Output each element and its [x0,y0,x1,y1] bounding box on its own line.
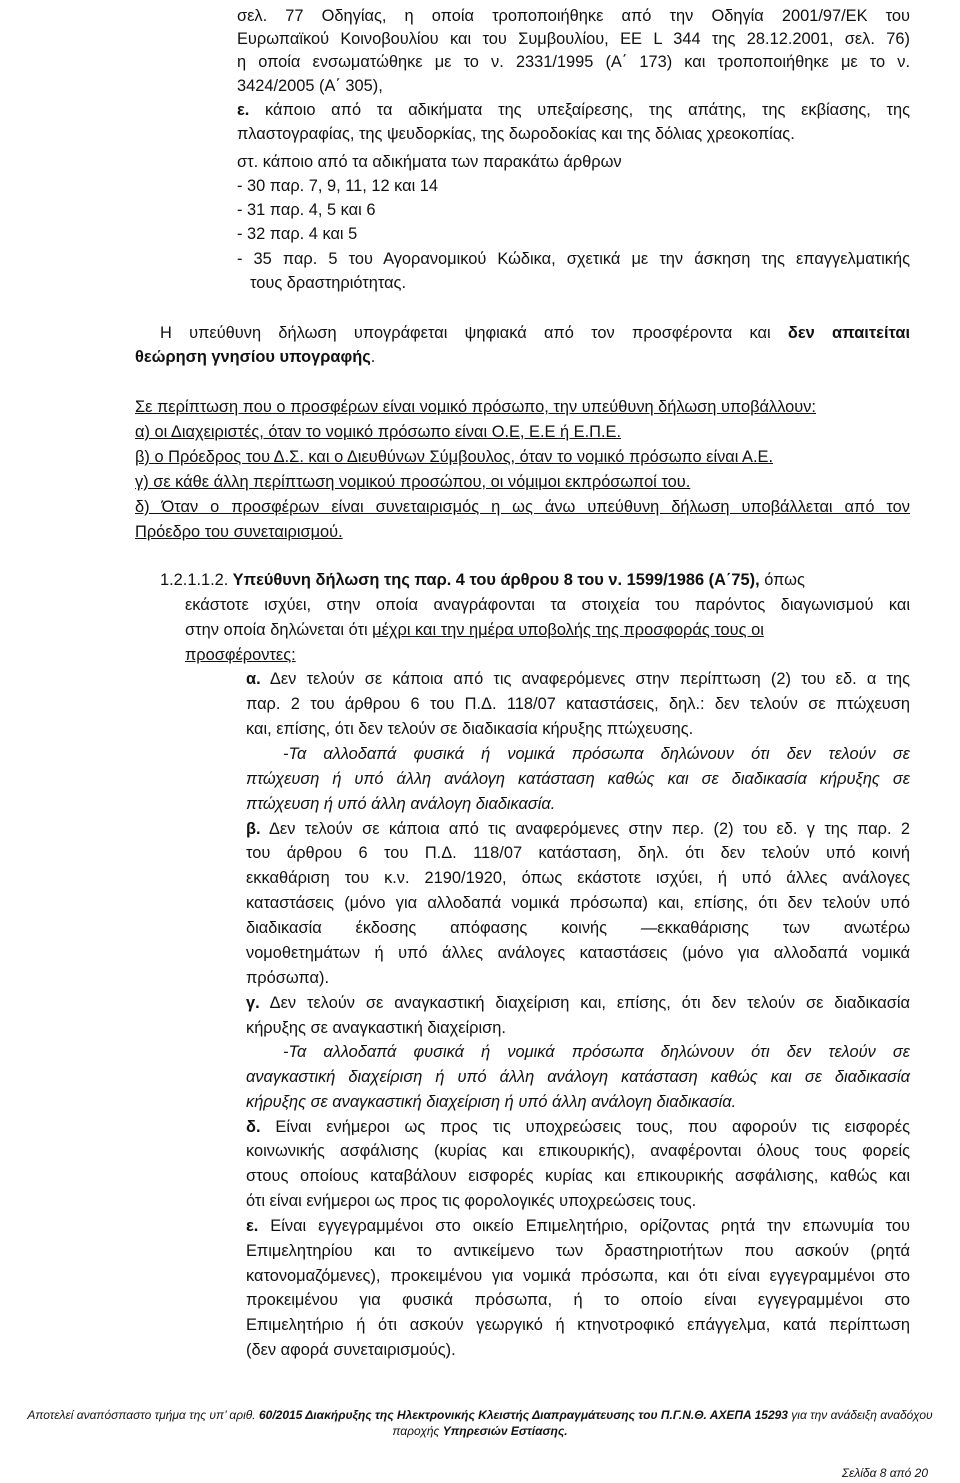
text-bold: δεν απαιτείται [787,324,910,342]
text-line: καταστάσεις (μόνο για αλλοδαπά νομικά πρόσωπα) και, επίσης, ότι δεν τελούν υπό [246,894,910,912]
page-number: Σελίδα 8 από 20 [841,1466,928,1480]
text-bold: θεώρηση γνησίου υπογραφής [135,348,371,366]
text-line: κήρυξης σε αναγκαστική διαχείριση ή υπό άλλη ανάλογη διαδικασία. [246,1093,737,1111]
text-line: Επιμελητηρίου και το αντικείμενο των δραστηριοτήτων που ασκούν (ρητά [246,1242,910,1260]
text-line: Ευρωπαϊκού Κοινοβουλίου και του Συμβουλίου, ΕΕ L 344 της 28.12.2001, σελ. 76) [237,30,910,48]
item-d-line [246,1117,910,1137]
text: στην οποία δηλώνεται ότι [185,621,373,639]
text-underlined: μέχρι και την ημέρα υποβολής της προσφοράς τους οι [372,621,764,639]
section-heading [160,570,910,590]
item-b-line [246,819,910,839]
text-line: προσφέροντες: [185,646,296,664]
text: Η υπεύθυνη δήλωση υπογράφεται ψηφιακά από τον προσφέροντα και [160,324,788,342]
text-line: -Τα αλλοδαπά φυσικά ή νομικά πρόσωπα δηλώνουν ότι δεν τελούν σε [283,745,910,763]
text-line: κήρυξης σε αναγκαστική διαχείριση. [246,1019,506,1037]
item-marker: γ. [246,994,260,1012]
text-line: πτώχευση ή υπό άλλη ανάλογη κατάσταση καθώς και σε διαδικασία κήρυξης σε [246,770,910,788]
text-line: 3424/2005 (Α΄ 305), [237,77,383,95]
text-line: πλαστογραφίας, της ψευδορκίας, της δωροδοκίας και της δόλιας χρεοκοπίας. [237,125,795,143]
footer-text-bold: Υπηρεσιών Εστίασης. [442,1424,568,1438]
text-line: Επιμελητήριο ή ότι ασκούν γεωργικό ή κτηνοτροφικό επάγγελμα, κατά περίπτωση [246,1316,910,1334]
item-marker: α. [246,670,261,688]
text-line: α) οι Διαχειριστές, όταν το νομικό πρόσωπο είναι Ο.Ε, Ε.Ε ή Ε.Π.Ε. [135,423,622,441]
text: κάποιο από τα αδικήματα της υπεξαίρεσης, της απάτης, της εκβίασης, της [249,101,910,119]
text: . [370,348,376,366]
text-line: γ) σε κάθε άλλη περίπτωση νομικού προσώπου, οι νόμιμοι εκπρόσωποί του. [135,473,691,491]
text-line: Σε περίπτωση που ο προσφέρων είναι νομικό πρόσωπο, την υπεύθυνη δήλωση υποβάλλουν: [135,398,816,416]
text-line: - 30 παρ. 7, 9, 11, 12 και 14 [237,177,439,195]
footer-text: για την ανάδειξη αναδόχου [787,1408,933,1422]
text-line: πρόσωπα). [246,969,329,987]
text: Δεν τελούν σε αναγκαστική διαχείριση και, επίσης, ότι δεν τελούν σε διαδικασία [259,994,910,1012]
text-line: παρ. 2 του άρθρου 6 του Π.Δ. 118/07 καταστάσεις, δηλ.: δεν τελούν σε πτώχευση [246,695,910,713]
section-title: Υπεύθυνη δήλωση της παρ. 4 του άρθρου 8 του ν. 1599/1986 (Α΄75), [228,571,760,589]
item-marker: β. [246,820,261,838]
text-line: στ. κάποιο από τα αδικήματα των παρακάτω άρθρων [237,153,622,171]
text-line: β) ο Πρόεδρος του Δ.Σ. και ο Διευθύνων Σύμβουλος, όταν το νομικό πρόσωπο είναι Α.Ε. [135,448,774,466]
text-line: ότι είναι ενήμεροι ως προς τις φορολογικές υποχρεώσεις τους. [246,1192,697,1210]
item-e-line [237,100,910,120]
text: Είναι εγγεγραμμένοι στο οικείο Επιμελητήριο, ορίζοντας ρητά την επωνυμία του [258,1217,910,1235]
item-marker: δ. [246,1118,261,1136]
text-line: - 35 παρ. 5 του Αγορανομικού Κώδικα, σχετικά με την άσκηση της επαγγελματικής [237,250,910,268]
footer-line [0,1424,960,1439]
text: Δεν τελούν σε κάποια από τις αναφερόμενες στην περ. (2) του εδ. γ της παρ. 2 [260,820,910,838]
text-line: δ) Όταν ο προσφέρων είναι συνεταιρισμός η ως άνω υπεύθυνη δήλωση υποβάλλεται από τον [135,498,910,516]
signature-line [135,347,375,367]
text-line: στους οποίους καταβάλουν εισφορές κυρίας και επικουρικής ασφάλισης, καθώς και [246,1167,910,1185]
text-line: τους δραστηριότητας. [250,274,407,292]
text-line: του άρθρου 6 του Π.Δ. 118/07 κατάσταση, δηλ. ότι δεν τελούν υπό κοινή [246,844,910,862]
footer-text-bold: 60/2015 Διακήρυξης της Ηλεκτρονικής Κλειστής Διαπραγμάτευσης του Π.Γ.Ν.Θ. ΑΧΕΠΑ 15293 [258,1408,788,1422]
text-line [185,620,910,640]
item-e2-line [246,1216,910,1236]
section-number: 1.2.1.1.2. [160,571,229,589]
text: Δεν τελούν σε κάποια από τις αναφερόμενες στην περίπτωση (2) του εδ. α της [260,670,910,688]
text-line: αναγκαστική διαχείριση ή υπό άλλη ανάλογη κατάσταση καθώς και σε διαδικασία [246,1068,910,1086]
text-line: Πρόεδρο του συνεταιρισμού. [135,523,343,541]
text-line: κατονομαζόμενες), προκειμένου για νομικά πρόσωπα, και ότι είναι εγγεγραμμένοι στο [246,1267,910,1285]
text-line: εκάστοτε ισχύει, στην οποία αναγράφονται τα στοιχεία του παρόντος διαγωνισμού και [185,596,910,614]
footer-line [0,1408,960,1423]
text-line: κοινωνικής ασφάλισης (κυρίας και επικουρικής), αναφέρονται όλους τους φορείς [246,1142,910,1160]
item-marker: ε. [237,101,250,119]
text: όπως [759,571,805,589]
text-line: πτώχευση ή υπό άλλη ανάλογη διαδικασία. [246,795,556,813]
signature-line [160,323,910,343]
text-line: η οποία ενσωματώθηκε με το ν. 2331/1995 (Α΄ 173) και τροποποιήθηκε με το ν. [237,53,910,71]
text-line: σελ. 77 Οδηγίας, η οποία τροποποιήθηκε από την Οδηγία 2001/97/ΕΚ του [237,7,910,25]
text-line: (δεν αφορά συνεταιρισμούς). [246,1341,456,1359]
footer-text: Αποτελεί αναπόσπαστο τμήμα της υπ’ αριθ. [27,1408,259,1422]
text: Είναι ενήμεροι ως προς τις υποχρεώσεις τους, που αφορούν τις εισφορές [260,1118,910,1136]
text-line: και, επίσης, ότι δεν τελούν σε διαδικασία κήρυξης πτώχευσης. [246,720,694,738]
text-line: εκκαθάριση του κ.ν. 2190/1920, όπως εκάστοτε ισχύει, ή υπό άλλες ανάλογες [246,869,910,887]
item-c-line [246,993,910,1013]
text-line: προκειμένου για φυσικά πρόσωπα, ή το οποίο είναι εγγεγραμμένοι στο [246,1291,910,1309]
text-line: -Τα αλλοδαπά φυσικά ή νομικά πρόσωπα δηλώνουν ότι δεν τελούν σε [283,1043,910,1061]
text-line: - 32 παρ. 4 και 5 [237,225,358,243]
item-marker: ε. [246,1217,259,1235]
item-a-line [246,669,910,689]
text-line: νομοθετημάτων ή υπό άλλες ανάλογες καταστάσεις (μόνο για αλλοδαπά νομικά [246,944,910,962]
footer-text: παροχής [392,1424,443,1438]
text-line: - 31 παρ. 4, 5 και 6 [237,201,376,219]
text-line: διαδικασία έκδοσης απόφασης κοινής —εκκαθάρισης των ανωτέρω [246,919,910,937]
